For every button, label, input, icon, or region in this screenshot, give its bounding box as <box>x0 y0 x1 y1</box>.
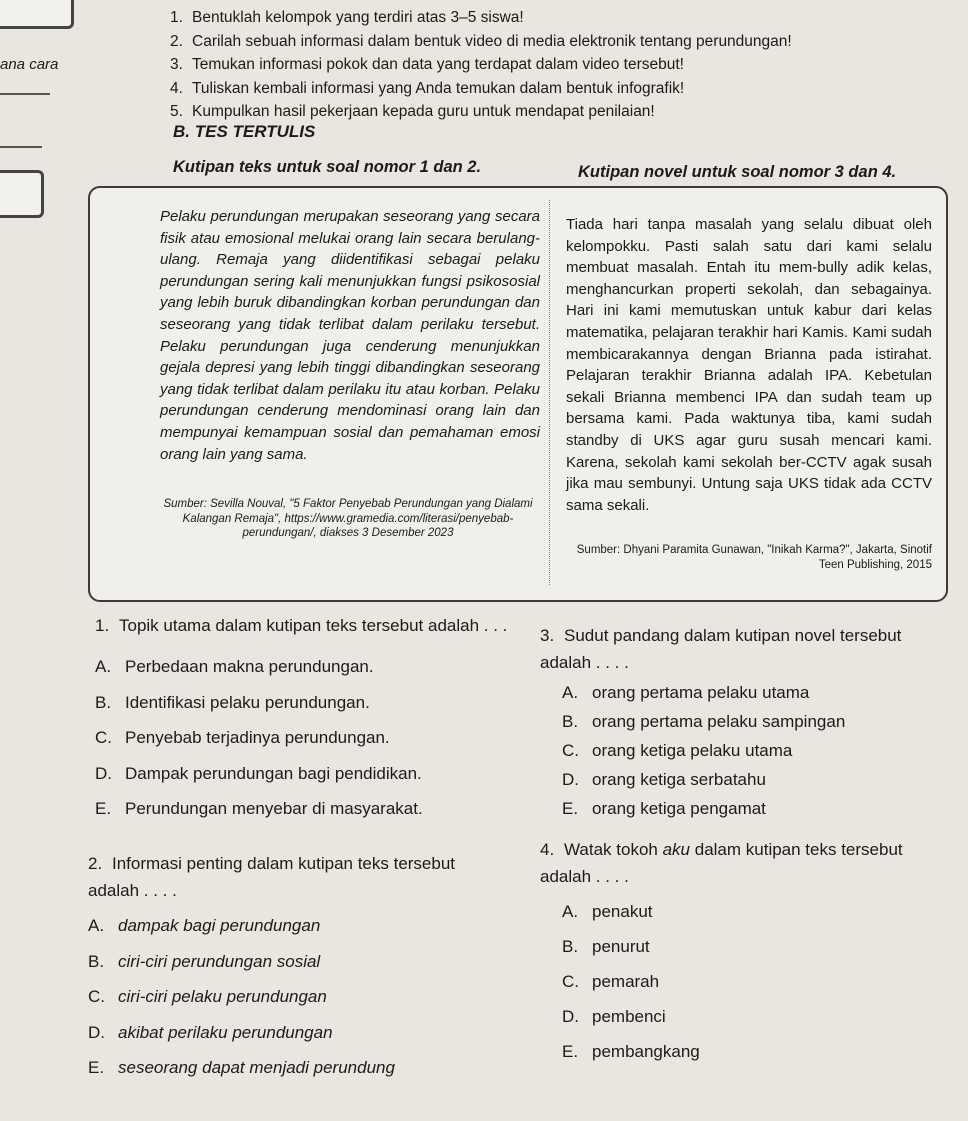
option[interactable]: B. ciri-ciri perundungan sosial <box>88 951 321 971</box>
option[interactable]: D. pembenci <box>562 1007 666 1026</box>
caption-right: Kutipan novel untuk soal nomor 3 dan 4. <box>578 163 897 181</box>
margin-box-top <box>0 0 74 29</box>
section-title: B. TES TERTULIS <box>173 122 316 141</box>
question-stem: 4. Watak tokoh aku dalam kutipan teks tersebut adalah . . . . <box>540 840 903 886</box>
excerpt-right-text: Tiada hari tanpa masalah yang selalu dibuat oleh kelompokku. Pasti salah satu dari kami selalu membuat masalah. Entah itu mem-bully adik kelas, menghancurkan properti sekolah, dan sebagainya. Hari ini kami memutuskan untuk kabur dari kelas matematika, pelajaran terakhir hari Kamis. Kami sudah membicarakannya dengan Brianna pada istirahat. Pelajaran terakhir Brianna adalah IPA. Kebetulan sekali Brianna membenci IPA dan sudah team up bersama kami. Pada waktunya tiba, kami sudah standby di UKS agar guru susah mencari kami. Karena, sekolah kami sekolah ber-CCTV agak susah jika mau sembunyi. Untung saja UKS tidak ada CCTV sama sekali. <box>566 216 932 514</box>
option[interactable]: D. akibat perilaku perundungan <box>88 1022 333 1042</box>
question-3 <box>540 622 950 823</box>
question-1 <box>95 612 515 827</box>
question-4 <box>540 836 955 1069</box>
instruction-item: 2. Carilah sebuah informasi dalam bentuk video di media elektronik tentang perundungan! <box>170 32 792 50</box>
excerpt-left-text: Pelaku perundungan merupakan seseorang yang secara fisik atau emosional melukai orang lain secara berulang-ulang. Remaja yang diidentifikasi sebagai pelaku perundungan sering kali menunjukkan fungsi psikososial yang lebih buruk dibandingkan korban perundungan dan seseorang yang tidak terlibat dalam perilaku tersebut. Pelaku perundungan juga cenderung menunjukkan gejala depresi yang lebih tinggi dibandingkan seseorang yang tidak terlibat dalam perilaku itu atau korban. Pelaku perundungan cenderung mendominasi orang lain dan mempunyai kemampuan sosial dan pemahaman emosi orang lain yang sama. <box>160 208 540 463</box>
caption-left: Kutipan teks untuk soal nomor 1 dan 2. <box>173 158 482 176</box>
option-list <box>540 678 950 823</box>
margin-line <box>0 93 50 95</box>
option[interactable]: E. seseorang dapat menjadi perundung <box>88 1058 395 1077</box>
option[interactable]: A. penakut <box>562 902 653 921</box>
option[interactable]: E. orang ketiga pengamat <box>562 799 766 818</box>
option[interactable]: A. dampak bagi perundungan <box>88 916 321 935</box>
excerpt-right-source: Sumber: Dhyani Paramita Gunawan, "Inikah Karma?", Jakarta, Sinotif Teen Publishing, 2015 <box>576 544 932 571</box>
option-list <box>95 649 515 827</box>
excerpt-divider <box>549 200 550 585</box>
option-list <box>540 894 955 1069</box>
instruction-item: 4. Tuliskan kembali informasi yang Anda temukan dalam bentuk infografik! <box>170 79 685 97</box>
option[interactable]: B. orang pertama pelaku sampingan <box>562 712 846 731</box>
margin-line <box>0 146 42 148</box>
option[interactable]: E. pembangkang <box>562 1042 700 1061</box>
question-stem: 2. Informasi penting dalam kutipan teks tersebut adalah . . . . <box>88 854 456 900</box>
option[interactable]: C. ciri-ciri pelaku perundungan <box>88 987 327 1006</box>
option-list <box>88 908 508 1086</box>
excerpt-left-source: Sumber: Sevilla Nouval, "5 Faktor Penyebab Perundungan yang Dialami Kalangan Remaja", https://www.gramedia.com/literasi/penyebab-perundungan/, diakses 3 Desember 2023 <box>163 498 533 539</box>
option[interactable]: B. penurut <box>562 937 650 956</box>
option[interactable]: D. Dampak perundungan bagi pendidikan. <box>95 763 422 783</box>
option[interactable]: C. orang ketiga pelaku utama <box>562 741 793 760</box>
question-stem: 1. Topik utama dalam kutipan teks tersebut adalah . . . <box>95 616 508 635</box>
option[interactable]: C. Penyebab terjadinya perundungan. <box>95 728 390 747</box>
question-2 <box>88 850 508 1086</box>
option[interactable]: B. Identifikasi pelaku perundungan. <box>95 692 370 712</box>
instruction-item: 5. Kumpulkan hasil pekerjaan kepada guru untuk mendapat penilaian! <box>170 103 655 120</box>
option[interactable]: E. Perundungan menyebar di masyarakat. <box>95 799 423 818</box>
margin-text: ana cara <box>0 56 59 73</box>
option[interactable]: A. orang pertama pelaku utama <box>562 683 810 702</box>
option[interactable]: D. orang ketiga serbatahu <box>562 770 766 789</box>
instruction-item: 3. Temukan informasi pokok dan data yang terdapat dalam video tersebut! <box>170 56 684 73</box>
question-stem: 3. Sudut pandang dalam kutipan novel tersebut adalah . . . . <box>540 626 902 672</box>
option[interactable]: C. pemarah <box>562 972 660 991</box>
margin-box-bottom <box>0 170 44 218</box>
instruction-list <box>170 6 950 124</box>
instruction-item: 1. Bentuklah kelompok yang terdiri atas 3–5 siswa! <box>170 9 524 26</box>
option[interactable]: A. Perbedaan makna perundungan. <box>95 657 374 676</box>
